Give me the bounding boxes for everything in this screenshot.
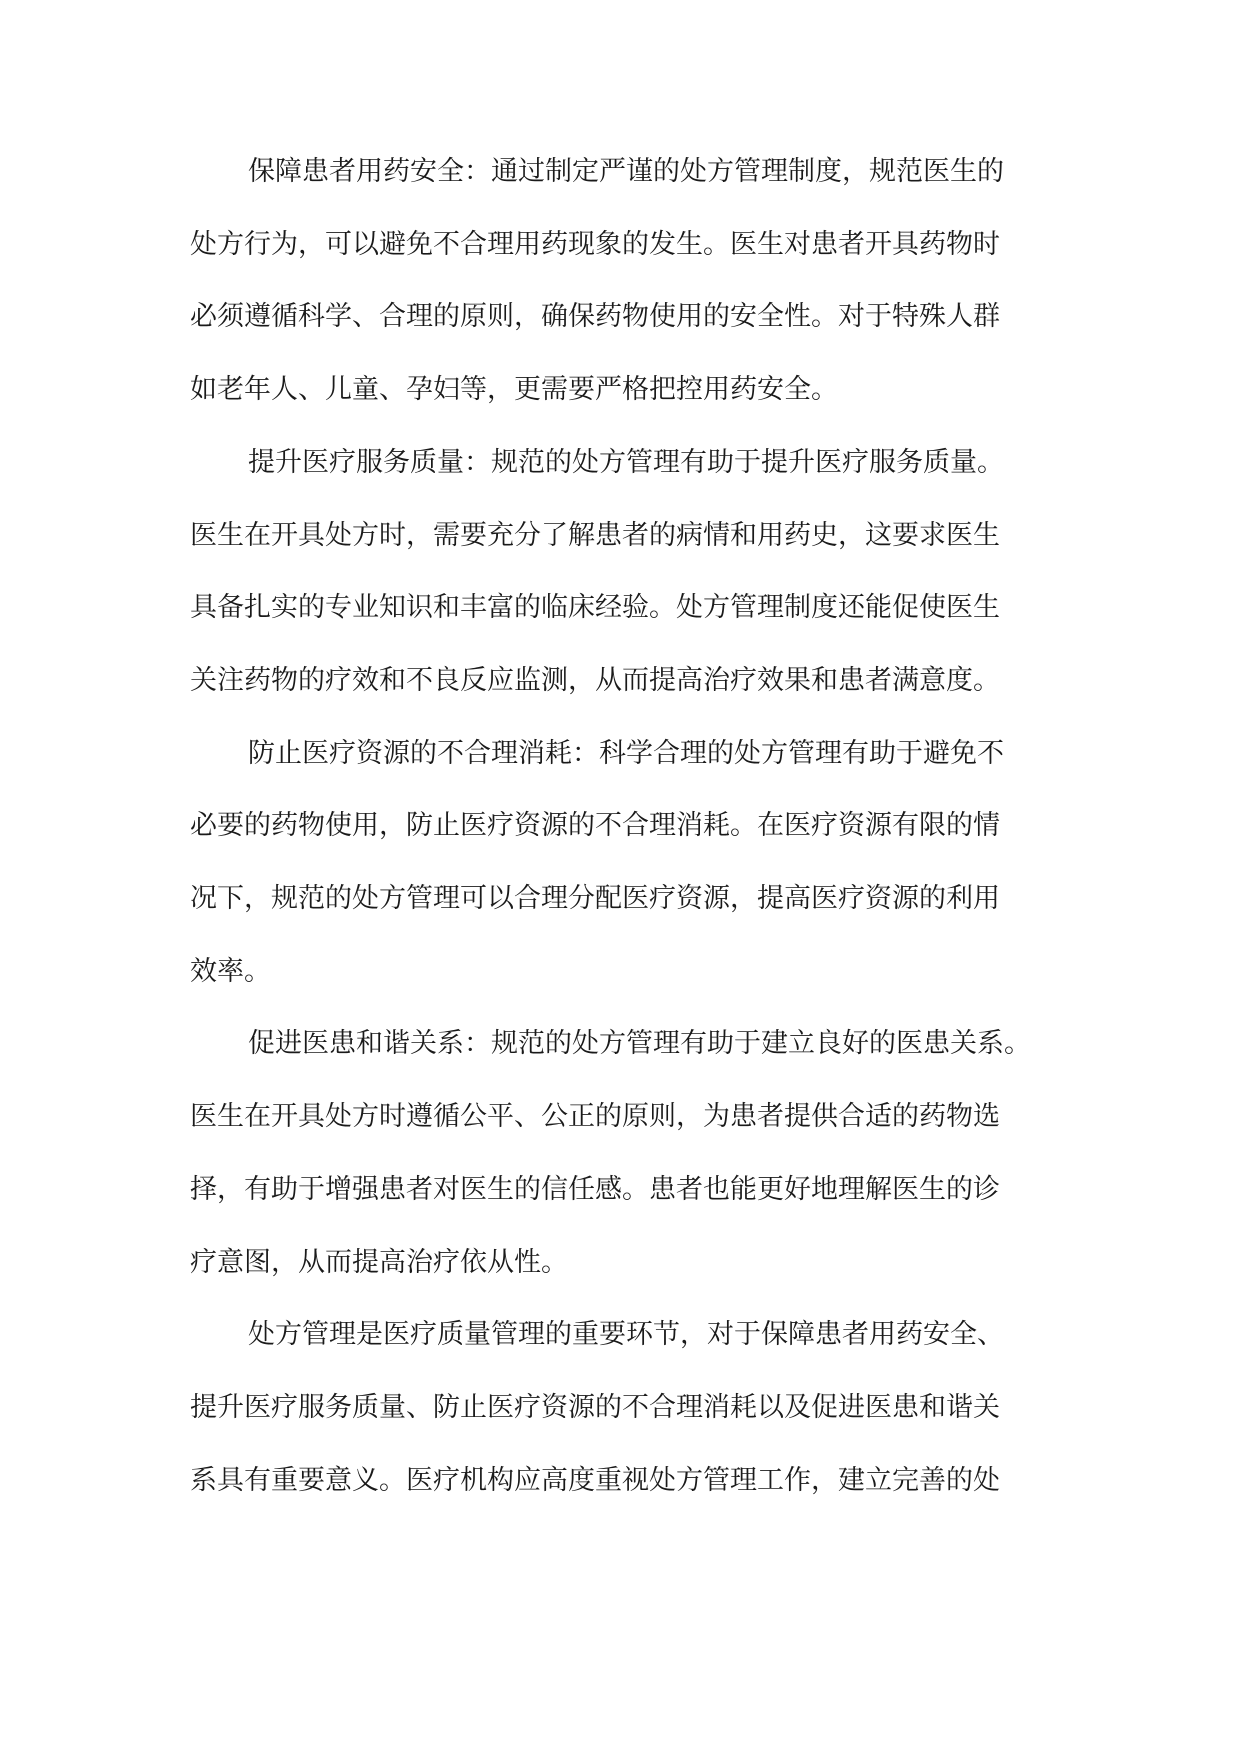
- paragraph-doctor-patient-relations: [190, 1008, 1060, 1299]
- text-line: 疗意图，从而提高治疗依从性。: [190, 1246, 568, 1278]
- paragraph-service-quality: [190, 427, 1060, 718]
- text-line: 促进医患和谐关系：规范的处方管理有助于建立良好的医患关系。: [248, 1028, 1031, 1060]
- text-line: 系具有重要意义。医疗机构应高度重视处方管理工作，建立完善的处: [190, 1464, 1000, 1496]
- text-line: 医生在开具处方时遵循公平、公正的原则，为患者提供合适的药物选: [190, 1101, 1000, 1133]
- text-line: 处方行为，可以避免不合理用药现象的发生。医生对患者开具药物时: [190, 228, 1000, 260]
- text-line: 必要的药物使用，防止医疗资源的不合理消耗。在医疗资源有限的情: [190, 810, 1000, 842]
- paragraph-resource-consumption: [190, 718, 1060, 1009]
- text-line: 保障患者用药安全：通过制定严谨的处方管理制度，规范医生的: [248, 156, 1004, 187]
- text-line: 如老年人、儿童、孕妇等，更需要严格把控用药安全。: [190, 374, 838, 406]
- text-line: 提升医疗服务质量：规范的处方管理有助于提升医疗服务质量。: [248, 446, 1004, 478]
- text-line: 效率。: [190, 955, 271, 987]
- text-line: 防止医疗资源的不合理消耗：科学合理的处方管理有助于避免不: [248, 737, 1004, 769]
- text-line: 医生在开具处方时，需要充分了解患者的病情和用药史，这要求医生: [190, 519, 1000, 551]
- text-line: 关注药物的疗效和不良反应监测，从而提高治疗效果和患者满意度。: [190, 664, 1000, 696]
- document-body: [190, 136, 1060, 1517]
- text-line: 具备扎实的专业知识和丰富的临床经验。处方管理制度还能促使医生: [190, 592, 1000, 624]
- text-line: 必须遵循科学、合理的原则，确保药物使用的安全性。对于特殊人群: [190, 301, 1000, 333]
- text-line: 提升医疗服务质量、防止医疗资源的不合理消耗以及促进医患和谐关: [190, 1391, 1000, 1423]
- text-line: 择，有助于增强患者对医生的信任感。患者也能更好地理解医生的诊: [190, 1173, 1000, 1205]
- text-line: 况下，规范的处方管理可以合理分配医疗资源，提高医疗资源的利用: [190, 883, 1000, 915]
- paragraph-patient-medication-safety: [190, 136, 1060, 427]
- paragraph-summary: [190, 1299, 1060, 1517]
- text-line: 处方管理是医疗质量管理的重要环节，对于保障患者用药安全、: [248, 1319, 1004, 1351]
